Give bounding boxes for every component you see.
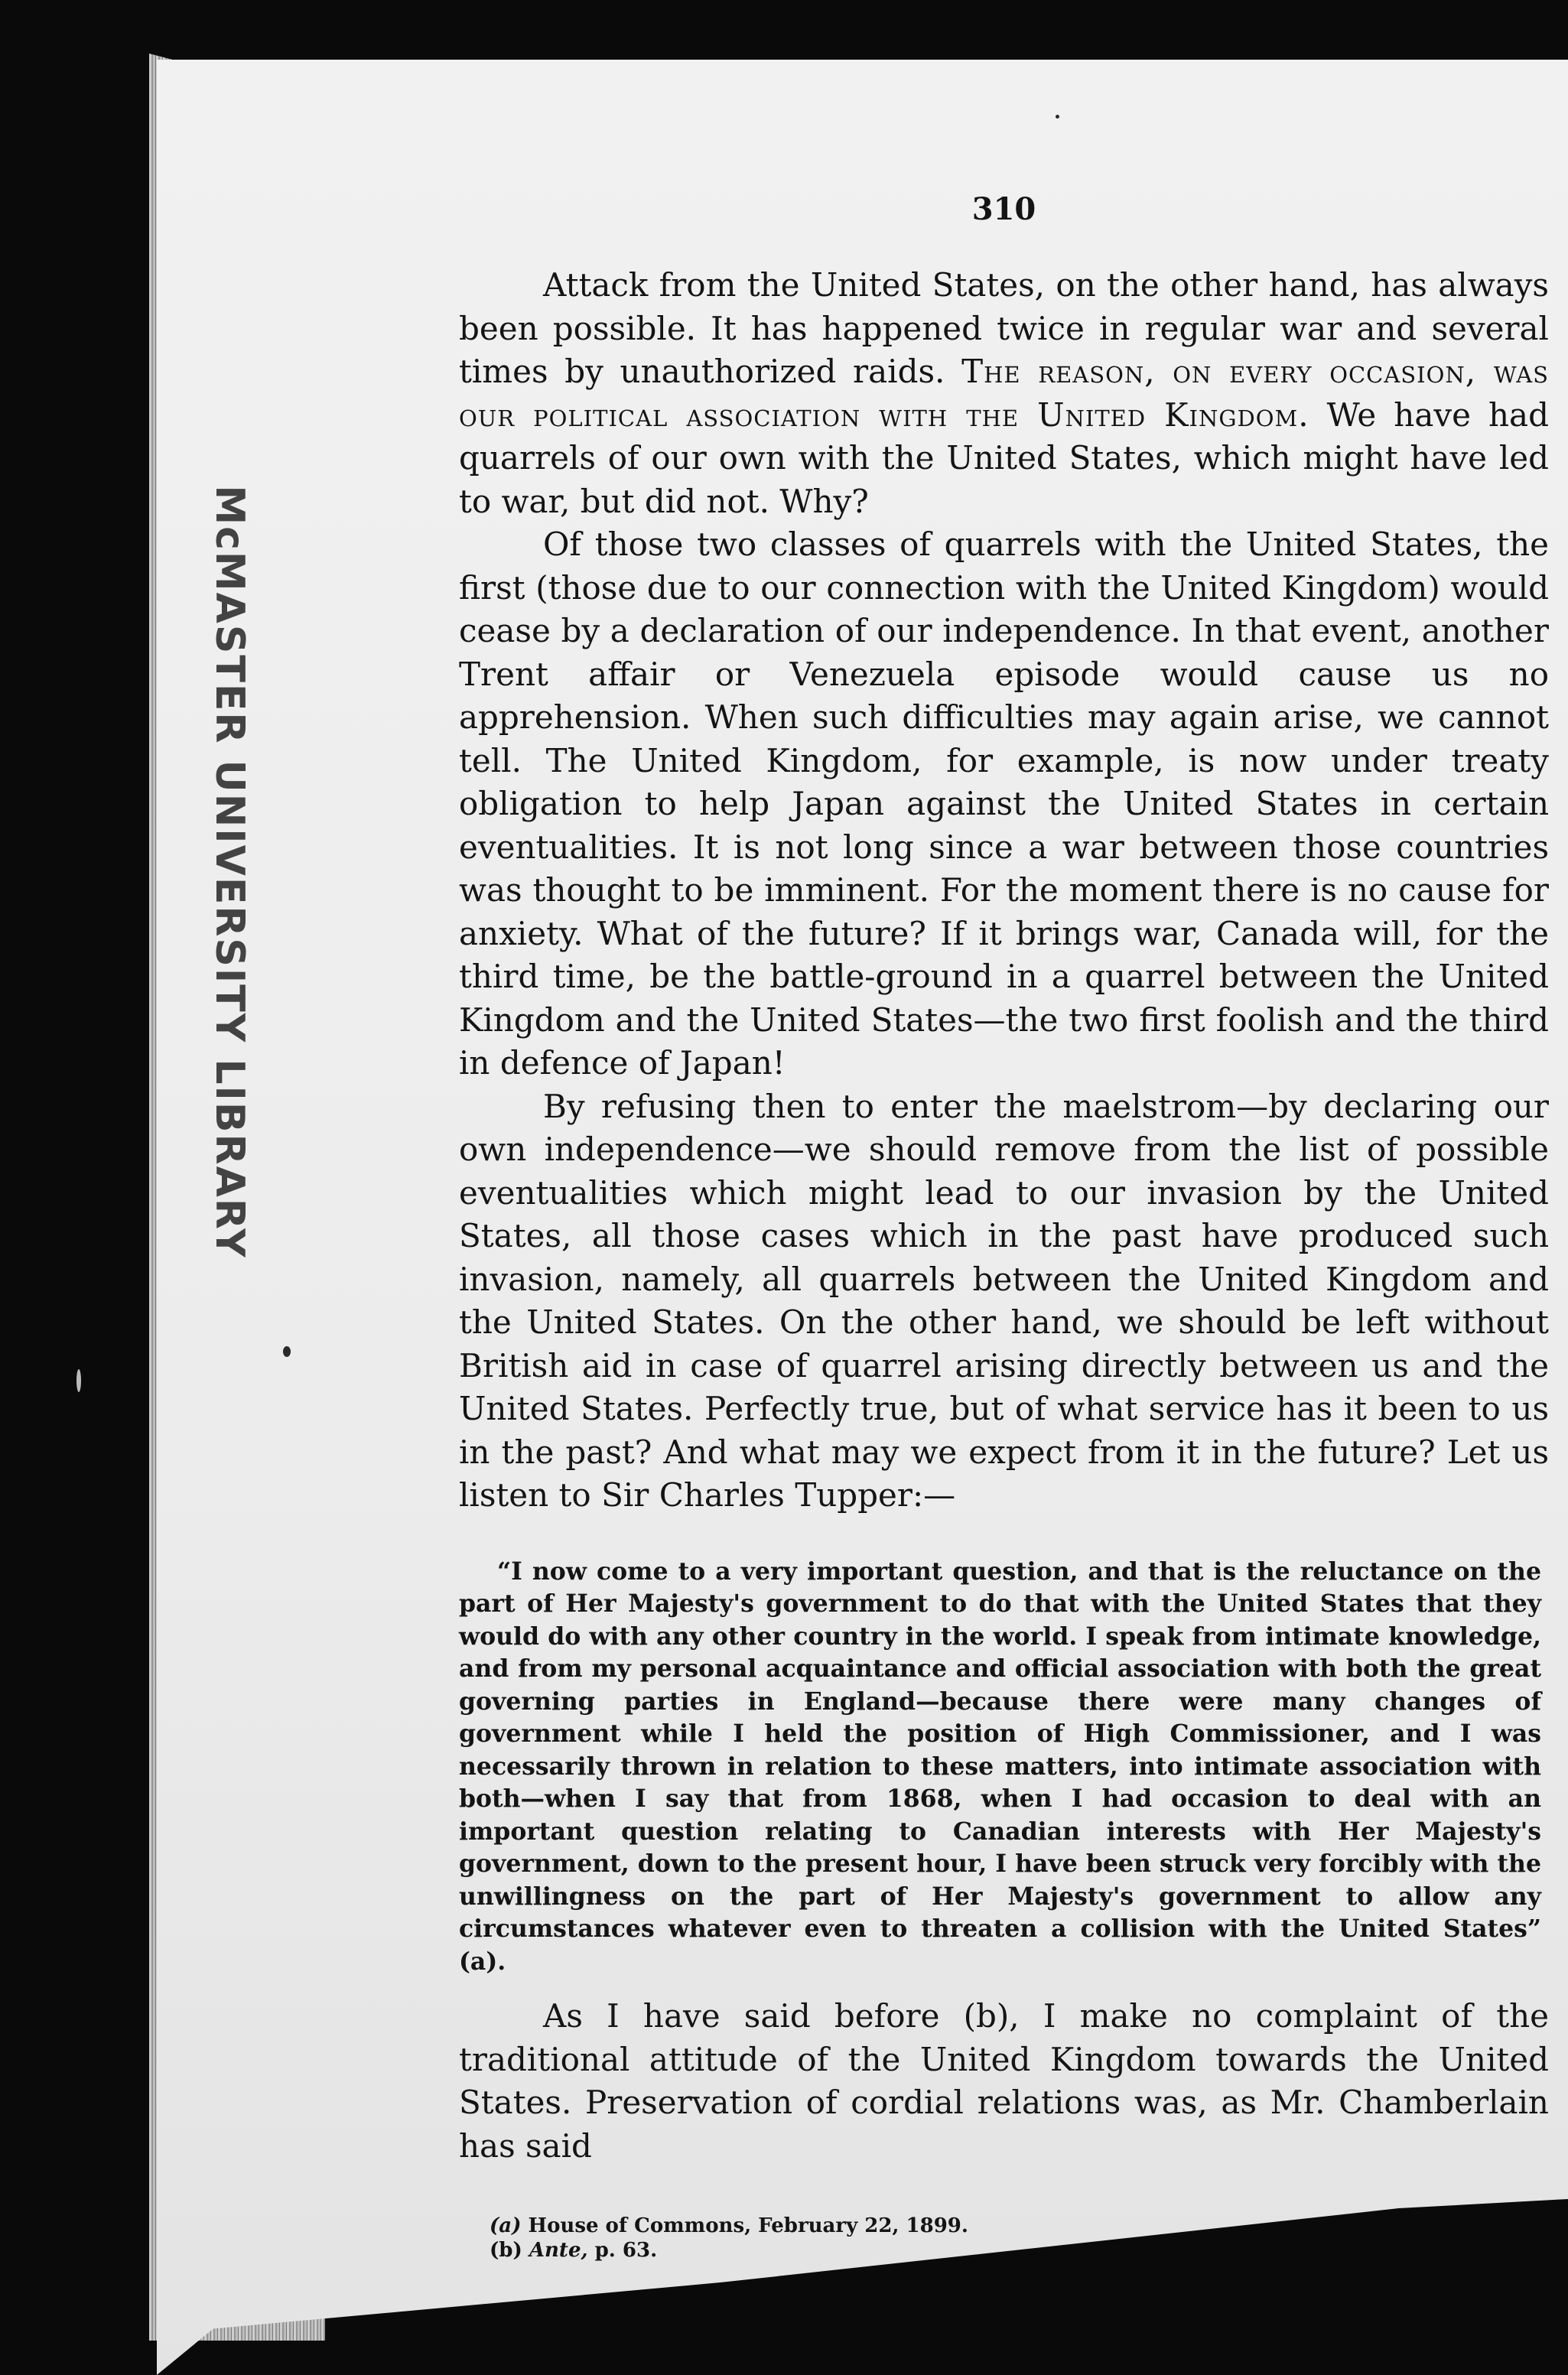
- paragraph-1-text-a: Attack from the United States, on the other hand, has always been possible. It has happened twice in regular war and several times by unauthorized raids.: [459, 266, 1549, 390]
- block-quote: “I now come to a very important question, and that is the reluctance on the part of Her Majesty's government to do that with the United States that they would do with any other country in the world. I speak from intimate knowledge, and from my personal acquaintance and official association with both the great governing parties in England—because there were many changes of government while I held the position of High Commissioner, and I was necessarily thrown in relation to these matters, into intimate association with both—when I say that from 1868, when I had occasion to deal with an important question relating to Canadian interests with Her Majesty's government, down to the present hour, I have been struck very forcibly with the unwillingness on the part of Her Majesty's government to allow any circumstances whatever even to threaten a collision with the United States” (a).: [459, 1557, 1541, 1976]
- library-stamp: McMASTER UNIVERSITY LIBRARY: [207, 485, 252, 1259]
- footnote-b-italic: Ante,: [529, 2239, 588, 2262]
- footnote-a-marker: (a): [490, 2214, 522, 2237]
- page-number: 310: [971, 191, 1036, 227]
- footnote-b-text: p. 63.: [587, 2239, 658, 2262]
- paragraph-1-small-caps: The reason, on every occasion, was our political association with the United Kingdom.: [459, 353, 1549, 434]
- footnote-a: [490, 2214, 1549, 2238]
- footnote-b-marker: (b): [490, 2239, 522, 2262]
- paragraph-1: [459, 264, 1549, 523]
- page-content: [459, 191, 1549, 2263]
- dust-speck: [76, 1369, 81, 1392]
- footnote-a-text: House of Commons, February 22, 1899.: [528, 2214, 968, 2237]
- paragraph-3: By refusing then to enter the maelstrom—by declaring our own independence—we should remove from the list of possible eventualities which might lead to our invasion by the United States, all those cases which in the past have produced such invasion, namely, all quarrels between the United Kingdom and the United States. On the other hand, we should be left without British aid in case of quarrel arising directly between us and the United States. Perfectly true, but of what service has it been to us in the past? And what may we expect from it in the future? Let us listen to Sir Charles Tupper:—: [459, 1087, 1549, 1514]
- paragraph-4: As I have said before (b), I make no complaint of the traditional attitude of the United Kingdom towards the United States. Preservation of cordial relations was, as Mr. Chamberlain has said: [459, 1997, 1549, 2165]
- dust-speck: [283, 1346, 291, 1357]
- dust-speck: [1056, 115, 1059, 119]
- footnotes: [459, 2214, 1549, 2263]
- footnote-b: [490, 2238, 1549, 2263]
- paragraph-2: Of those two classes of quarrels with the United States, the first (those due to our connection with the United Kingdom) would cease by a declaration of our independence. In that event, another Trent affair or Venezuela episode would cause us no apprehension. When such difficulties may again arise, we cannot tell. The United Kingdom, for example, is now under treaty obligation to help Japan against the United States in certain eventualities. It is not long since a war between those countries was thought to be imminent. For the moment there is no cause for anxiety. What of the future? If it brings war, Canada will, for the third time, be the battle-ground in a quarrel between the United Kingdom and the United States—the two first foolish and the third in defence of Japan!: [459, 525, 1549, 1082]
- paragraph-1-text-b: We have had quarrels of our own with the United States, which might have led to war, but did not. Why?: [459, 395, 1549, 520]
